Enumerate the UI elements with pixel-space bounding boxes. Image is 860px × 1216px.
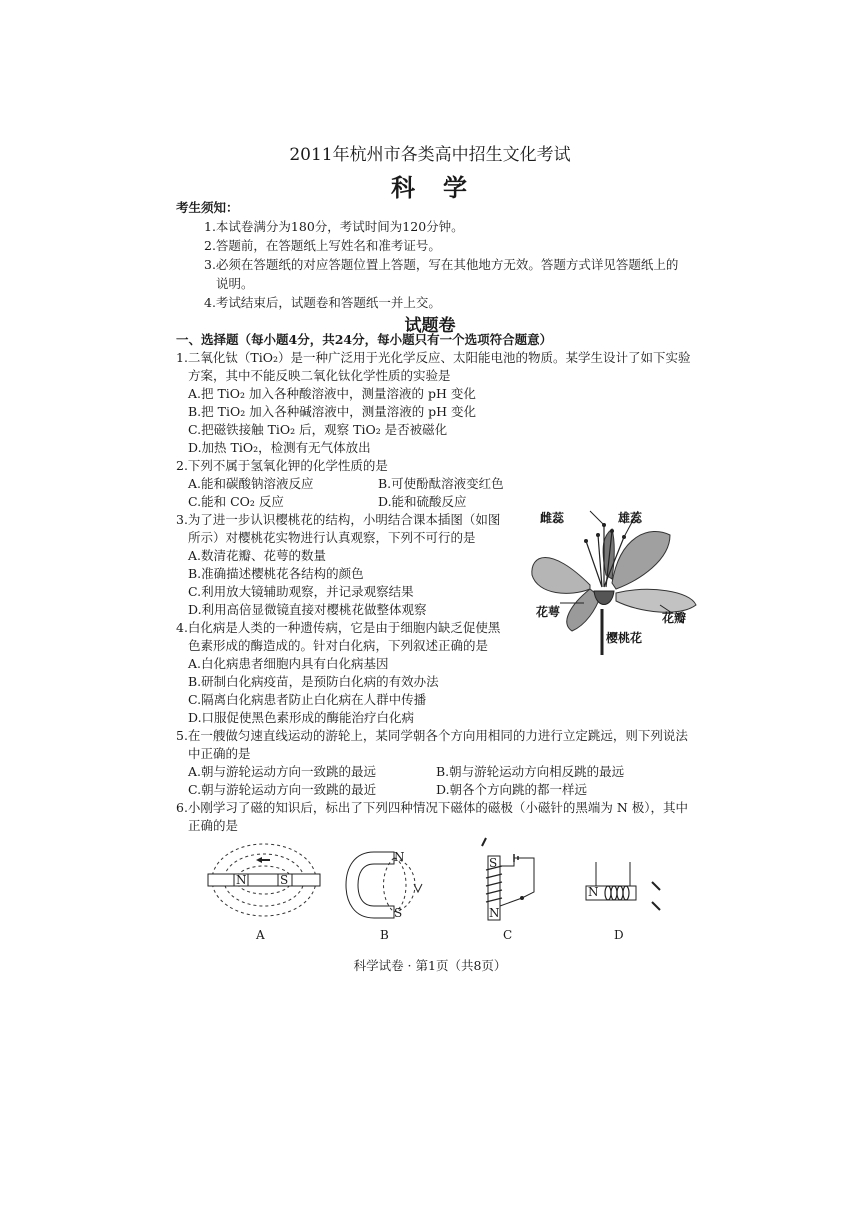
q3-option-c: C.利用放大镜辅助观察，并记录观察结果: [188, 584, 414, 599]
q2-option-a: A.能和碳酸钠溶液反应: [188, 476, 314, 491]
pole-n-label: N: [236, 873, 247, 887]
q1-stem: 1.二氧化钛（TiO₂）是一种广泛用于光化学反应、太阳能电池的物质。某学生设计了如下实验: [176, 350, 691, 365]
q3-stem: 3.为了进一步认识樱桃花的结构，小明结合课本插图（如图: [176, 512, 501, 527]
notice-item: 说明。: [216, 276, 254, 291]
pole-s-label: S: [489, 856, 498, 870]
q2-option-d: D.能和硫酸反应: [378, 494, 467, 509]
notice-item: 1.本试卷满分为180分，考试时间为120分钟。: [204, 219, 464, 234]
figure-letter-b: B: [380, 928, 389, 942]
q6-stem: 6.小刚学习了磁的知识后，标出了下列四种情况下磁体的磁极（小磁针的黑端为 N 极），其中: [176, 800, 689, 815]
q4-stem: 色素形成的酶造成的。针对白化病，下列叙述正确的是: [188, 638, 489, 653]
notice-item: 4.考试结束后，试题卷和答题纸一并上交。: [204, 295, 441, 310]
q1-stem: 方案，其中不能反映二氧化钛化学性质的实验是: [188, 368, 451, 383]
label-stamen: 雄蕊: [618, 511, 643, 525]
q5-stem: 中正确的是: [188, 746, 251, 761]
bar-magnet-field-diagram: [204, 840, 324, 920]
figure-letter-c: C: [503, 928, 513, 942]
horseshoe-magnet-diagram: [344, 848, 434, 922]
q1-option-b: B.把 TiO₂ 加入各种碱溶液中，测量溶液的 pH 变化: [188, 404, 477, 419]
q5-option-a: A.朝与游轮运动方向一致跳的最远: [188, 764, 377, 779]
pole-n-label: N: [588, 885, 599, 899]
q5-option-b: B.朝与游轮运动方向相反跳的最远: [436, 764, 625, 779]
q4-option-a: A.白化病患者细胞内具有白化病基因: [188, 656, 389, 671]
figure-caption: 樱桃花: [606, 631, 643, 645]
q3-option-a: A.数清花瓣、花萼的数量: [188, 548, 327, 563]
section-title: 试题卷: [404, 316, 456, 336]
magnet-figure-b: [344, 848, 434, 922]
figure-letter-d: D: [614, 928, 624, 942]
cherry-blossom-figure: [520, 505, 700, 655]
pole-s-label: S: [394, 906, 403, 920]
q4-option-b: B.研制白化病疫苗，是预防白化病的有效办法: [188, 674, 439, 689]
page-footer: 科学试卷 · 第1页（共8页）: [353, 958, 507, 973]
q2-option-b: B.可使酚酞溶液变红色: [378, 476, 504, 491]
q1-option-d: D.加热 TiO₂，检测有无气体放出: [188, 440, 371, 455]
q4-option-c: C.隔离白化病患者防止白化病在人群中传播: [188, 692, 427, 707]
magnet-figure-d: [580, 858, 670, 918]
section-heading: 一、选择题（每小题4分，共24分，每小题只有一个选项符合题意）: [176, 332, 553, 347]
notice-item: 2.答题前，在答题纸上写姓名和准考证号。: [204, 238, 441, 253]
label-petal: 花瓣: [662, 611, 687, 625]
pole-n-label: N: [394, 850, 405, 864]
q1-option-a: A.把 TiO₂ 加入各种酸溶液中，测量溶液的 pH 变化: [188, 386, 476, 401]
q2-option-c: C.能和 CO₂ 反应: [188, 494, 284, 509]
pole-s-label: S: [280, 873, 289, 887]
q4-stem: 4.白化病是人类的一种遗传病，它是由于细胞内缺乏促使黑: [176, 620, 501, 635]
exam-title: 2011年杭州市各类高中招生文化考试: [289, 145, 571, 165]
q3-option-d: D.利用高倍显微镜直接对樱桃花做整体观察: [188, 602, 427, 617]
subject-title: 科 学: [391, 173, 469, 202]
q2-stem: 2.下列不属于氢氧化钾的化学性质的是: [176, 458, 388, 473]
q5-option-c: C.朝与游轮运动方向一致跳的最近: [188, 782, 377, 797]
label-pistil: 雌蕊: [540, 511, 565, 525]
figure-letter-a: A: [256, 928, 265, 942]
magnet-figure-c: [478, 836, 548, 924]
q6-stem: 正确的是: [188, 818, 239, 833]
q3-option-b: B.准确描述樱桃花各结构的颜色: [188, 566, 364, 581]
q1-option-c: C.把磁铁接触 TiO₂ 后，观察 TiO₂ 是否被磁化: [188, 422, 448, 437]
q3-stem: 所示）对樱桃花实物进行认真观察，下列不可行的是: [188, 530, 476, 545]
notice-heading: 考生须知：: [176, 200, 239, 215]
q5-option-d: D.朝各个方向跳的都一样远: [436, 782, 588, 797]
label-sepal: 花萼: [536, 605, 561, 619]
notice-item: 3.必须在答题纸的对应答题位置上答题，写在其他地方无效。答题方式详见答题纸上的: [204, 257, 679, 272]
magnet-figure-a: [204, 840, 324, 920]
pole-n-label: N: [489, 906, 500, 920]
q4-option-d: D.口服促使黑色素形成的酶能治疗白化病: [188, 710, 415, 725]
q5-stem: 5.在一艘做匀速直线运动的游轮上，某同学朝各个方向用相同的力进行立定跳远，则下列说法: [176, 728, 688, 743]
